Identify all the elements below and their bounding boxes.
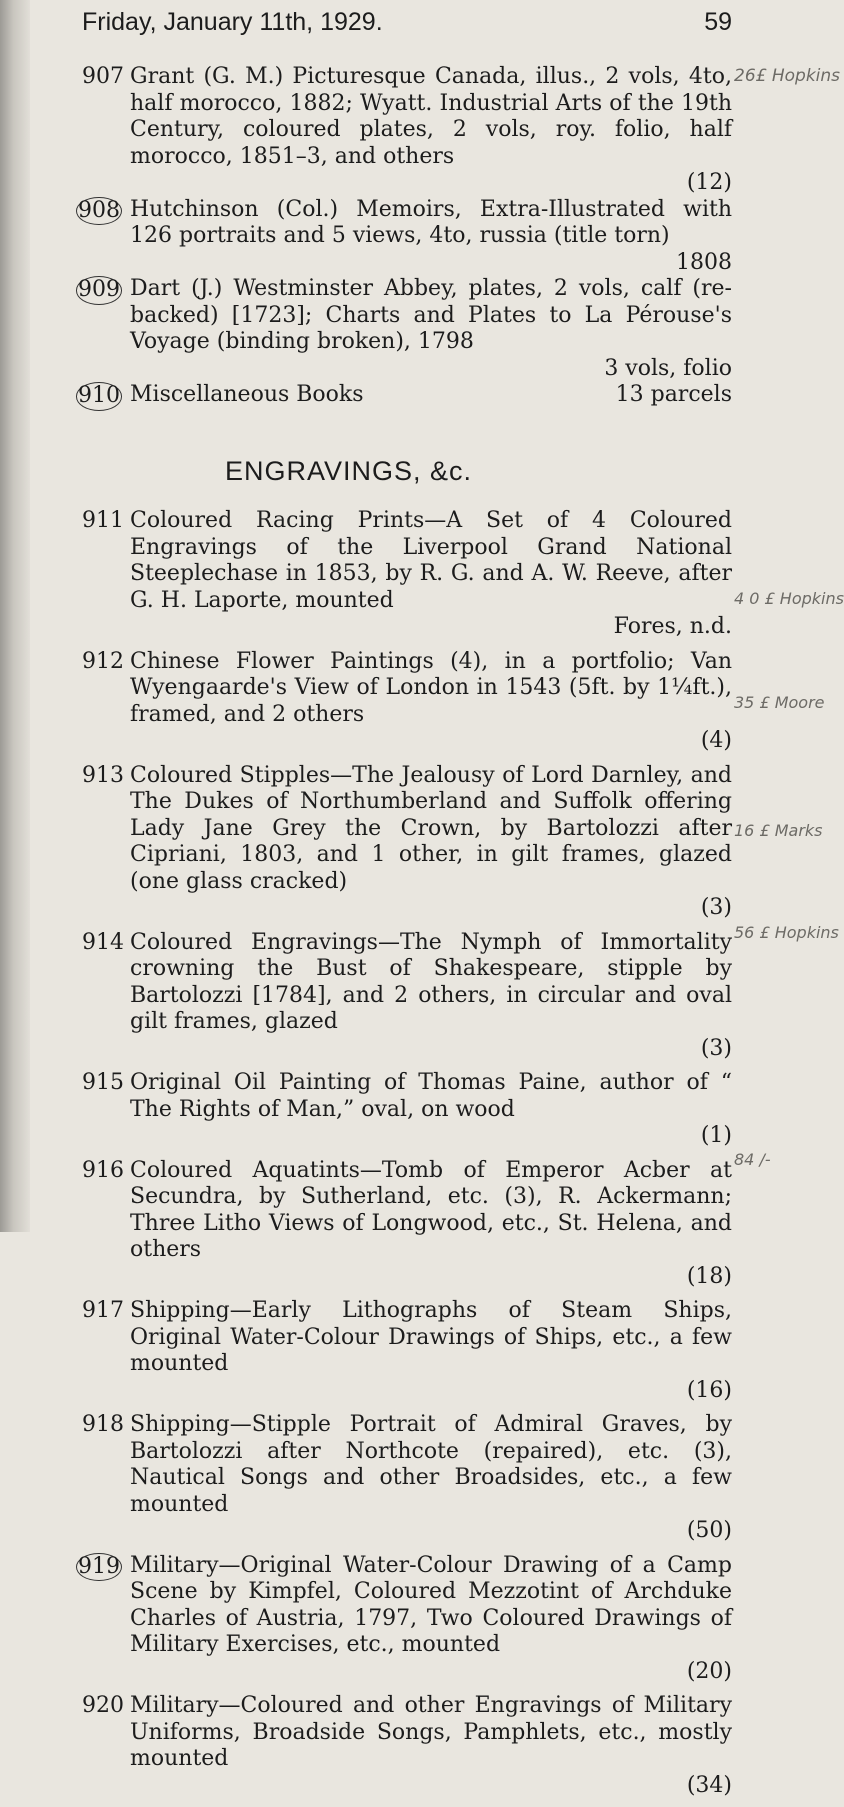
page-header (82, 8, 732, 48)
lot-description: Coloured Stipples—The Jealousy of Lord Darnley, and The Dukes of Northumberland and Suffolk offering Lady Jane Grey the Crown, by Bartolozzi after Cipriani, 1803, and 1 other, in gilt frames, glazed (one glass cracked) (130, 762, 732, 894)
lot-description: Coloured Engravings—The Nymph of Immortality crowning the Bust of Shakespeare, stipple by Bartolozzi [1784], and 2 others, in circular and oval gilt frames, glazed (130, 929, 732, 1034)
lot-entry (82, 649, 732, 755)
lot-list-engravings (78, 508, 732, 1807)
lot-description: Coloured Racing Prints—A Set of 4 Coloured Engravings of the Liverpool Grand National Steeplechase in 1853, by R. G. and A. W. Reeve, after G. H. Laporte, mounted (130, 508, 732, 613)
lot-entry (82, 1412, 732, 1545)
lot-description: Chinese Flower Paintings (4), in a portfolio; Van Wyengaarde's View of London in 1543 (5ft. by 1¼ft.), framed, and 2 others (130, 648, 732, 727)
lot-number: 912 (82, 648, 124, 674)
lot-description: Dart (J.) Westminster Abbey, plates, 2 vols, calf (re-backed) [1723]; Charts and Plates to La Pérouse's Voyage (binding broken), 1798 (130, 276, 732, 354)
lot-number: 908 (76, 197, 122, 226)
lot-description: Coloured Aquatints—Tomb of Emperor Acber at Secundra, by Sutherland, etc. (3), R. Ackermann; Three Litho Views of Longwood, etc., St. Helena, and others (130, 1157, 732, 1262)
lot-entry (82, 1158, 732, 1291)
lot-number: 910 (76, 382, 122, 411)
lot-number: 919 (76, 1553, 122, 1582)
handwritten-note: 56 £ Hopkins (734, 923, 839, 942)
lot-count: (4) (700, 728, 732, 753)
section-title: ENGRAVINGS, &c. (225, 456, 473, 486)
lot-number: 918 (82, 1412, 124, 1437)
binding-gutter (0, 0, 30, 1232)
header-date: Friday, January 11th, 1929. (82, 8, 383, 36)
lot-count: 1808 (676, 249, 732, 275)
lot-count: (50) (686, 1518, 732, 1543)
lot-entry (82, 930, 732, 1063)
lot-number: 917 (82, 1298, 124, 1323)
lot-entry (82, 508, 732, 641)
handwritten-note: 26£ Hopkins (734, 66, 841, 86)
lot-number: 911 (82, 508, 124, 533)
handwritten-note: 84 /- (734, 1150, 771, 1169)
lot-description: Hutchinson (Col.) Memoirs, Extra-Illustrated with 126 portraits and 5 views, 4to, russia (title torn) (130, 196, 732, 248)
lot-count: (12) (686, 170, 732, 195)
lot-count: 13 parcels (615, 382, 732, 407)
lot-list-top (78, 64, 732, 409)
lot-description: Military—Original Water-Colour Drawing of a Camp Scene by Kimpfel, Coloured Mezzotint of Archduke Charles of Austria, 1797, Two Coloured Drawings of Military Exercises, etc., mounted (130, 1552, 732, 1657)
lot-count: (16) (686, 1377, 732, 1403)
handwritten-note: 4 0 £ Hopkins (734, 589, 844, 608)
lot-count: 3 vols, folio (604, 355, 732, 381)
lot-entry (82, 64, 732, 195)
lot-entry (82, 1070, 732, 1150)
lot-number: 907 (82, 64, 124, 89)
lot-description: Grant (G. M.) Picturesque Canada, illus., 2 vols, 4to, half morocco, 1882; Wyatt. Industrial Arts of the 19th Century, coloured plates, 2 vols, roy. folio, half morocco, 1851–3, and others (130, 64, 732, 169)
lot-count: (20) (686, 1658, 732, 1684)
lot-number: 913 (82, 762, 124, 788)
lot-entry (82, 763, 732, 922)
lot-entry (78, 1552, 732, 1686)
lot-number: 920 (82, 1693, 124, 1718)
lot-count: (3) (700, 1035, 732, 1061)
page-number: 59 (704, 8, 732, 36)
lot-description: Shipping—Stipple Portrait of Admiral Graves, by Bartolozzi after Northcote (repaired), etc. (3), Nautical Songs and other Broadsides, etc., a few mounted (130, 1412, 732, 1517)
lot-entry (82, 1693, 732, 1799)
lot-description: Shipping—Early Lithographs of Steam Ships, Original Water-Colour Drawings of Ships, etc., a few mounted (130, 1298, 732, 1376)
lot-description: Military—Coloured and other Engravings of Military Uniforms, Broadside Songs, Pamphlets, etc., mostly mounted (130, 1693, 732, 1771)
lot-count: (3) (700, 895, 732, 920)
lot-description: Original Oil Painting of Thomas Paine, author of “ The Rights of Man,” oval, on wood (130, 1070, 732, 1122)
lot-entry (82, 1298, 732, 1404)
lot-count: Fores, n.d. (613, 614, 732, 639)
lot-count: (18) (686, 1263, 732, 1289)
lot-number: 914 (82, 929, 124, 955)
lot-entry (78, 196, 732, 275)
lot-count: (34) (686, 1772, 732, 1798)
lot-description: Miscellaneous Books (130, 382, 364, 407)
lot-count: (1) (700, 1123, 732, 1148)
lot-number: 909 (76, 276, 122, 305)
lot-entry (78, 382, 732, 409)
lot-number: 916 (82, 1157, 124, 1183)
lot-entry (78, 276, 732, 381)
handwritten-note: 16 £ Marks (734, 821, 823, 840)
lot-number: 915 (82, 1070, 124, 1095)
handwritten-note: 35 £ Moore (734, 693, 825, 712)
